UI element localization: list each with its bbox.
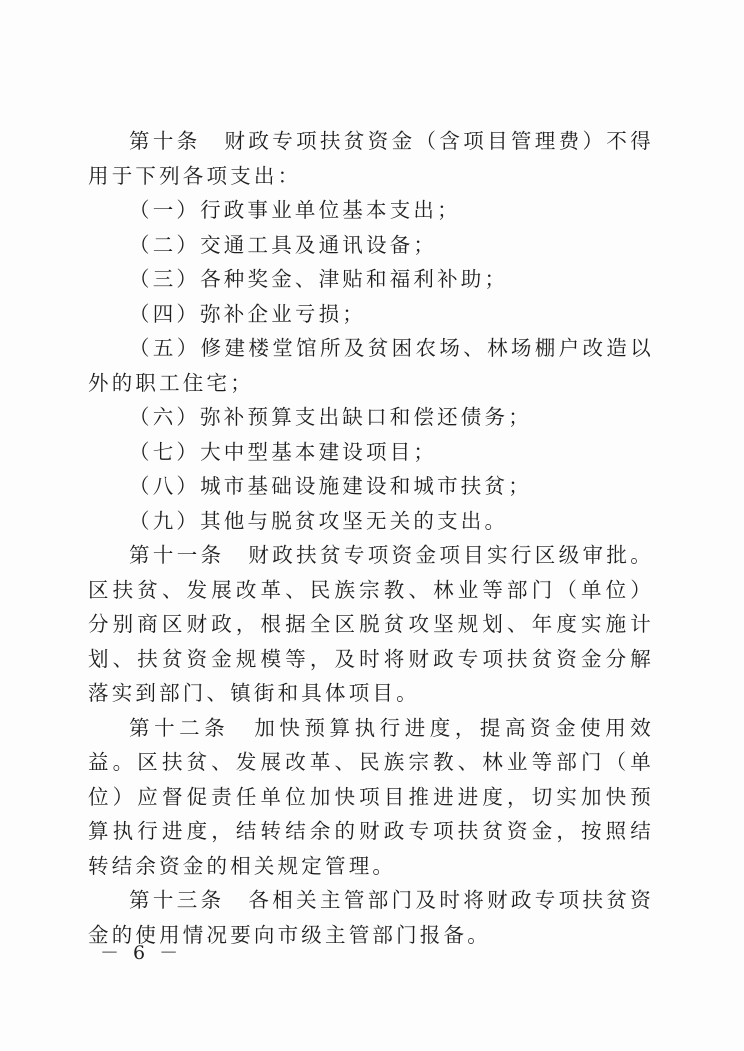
- article-10-item-1: （一）行政事业单位基本支出；: [129, 198, 461, 222]
- article-10-item-6: （六）弥补预算支出缺口和偿还债务；: [129, 405, 532, 429]
- article-10-item-9: （九）其他与脱贫攻坚无关的支出。: [129, 508, 509, 533]
- article-10-item-8: （八）城市基础设施建设和城市扶贫；: [129, 474, 532, 498]
- document-body: [88, 124, 654, 952]
- page-number: － 6 －: [100, 942, 183, 964]
- article-13: 第十三条 各相关主管部门及时将财政专项扶贫资金的使用情况要向市级主管部门报备。: [88, 888, 654, 947]
- article-10-item-3: （三）各种奖金、津贴和福利补助；: [129, 267, 509, 291]
- article-12: 第十二条 加快预算执行进度，提高资金使用效益。区扶贫、发展改革、民族宗教、林业等部门（单位）应督促责任单位加快项目推进进度，切实加快预算执行进度，结转结余的财政专项扶贫资金，按照结转结余资金的相关规定管理。: [88, 715, 654, 878]
- article-10-item-4: （四）弥补企业亏损；: [129, 301, 366, 326]
- article-10: 第十条 财政专项扶贫资金（含项目管理费）不得用于下列各项支出：: [88, 129, 654, 188]
- article-10-item-2: （二）交通工具及通讯设备；: [129, 232, 438, 257]
- article-11: 第十一条 财政扶贫专项资金项目实行区级审批。区扶贫、发展改革、民族宗教、林业等部门（单位）分别商区财政，根据全区脱贫攻坚规划、年度实施计划、扶贫资金规模等，及时将财政专项扶贫资金分解落实到部门、镇街和具体项目。: [88, 543, 654, 705]
- article-10-item-5: （五）修建楼堂馆所及贫困农场、林场棚户改造以外的职工住宅；: [88, 336, 654, 395]
- article-10-item-7: （七）大中型基本建设项目；: [129, 439, 438, 464]
